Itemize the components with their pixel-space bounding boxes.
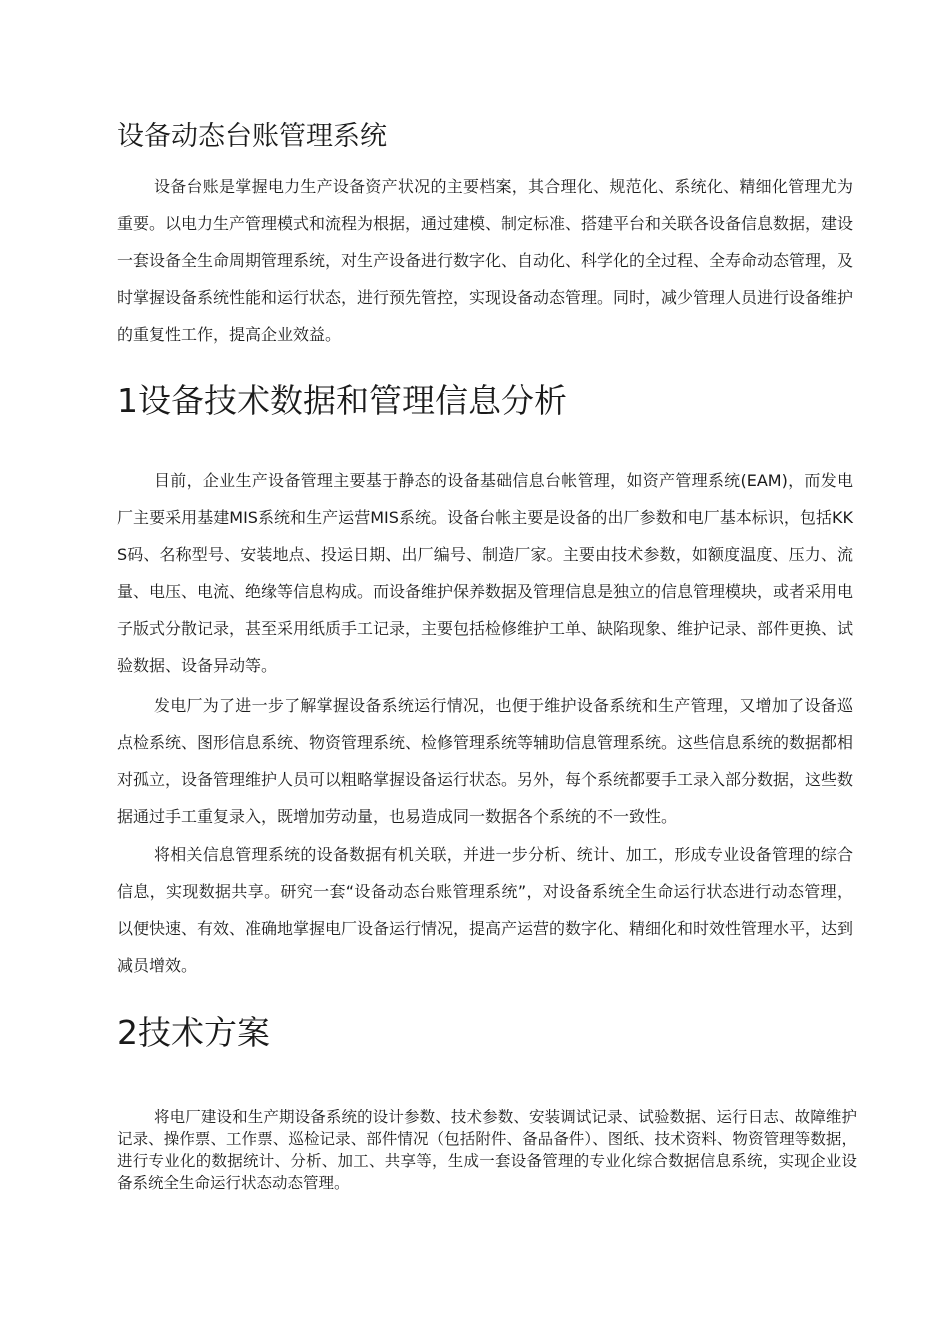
- section-2-heading: 2技术方案: [117, 1013, 270, 1052]
- section-1-paragraph-1: 目前，企业生产设备管理主要基于静态的设备基础信息台帐管理，如资产管理系统(EAM)，而发电厂主要采用基建MIS系统和生产运营MIS系统。设备台帐主要是设备的出厂参数和电厂基本标识，包括KKS码、名称型号、安装地点、投运日期、出厂编号、制造厂家。主要由技术参数，如额度温度、压力、流量、电压、电流、绝缘等信息构成。而设备维护保养数据及管理信息是独立的信息管理模块，或者采用电子版式分散记录，甚至采用纸质手工记录，主要包括检修维护工单、缺陷现象、维护记录、部件更换、试验数据、设备异动等。: [117, 471, 854, 675]
- section-1-paragraph-3: 将相关信息管理系统的设备数据有机关联，并进一步分析、统计、加工，形成专业设备管理的综合信息，实现数据共享。研究一套“设备动态台账管理系统”，对设备系统全生命运行状态进行动态管理，以便快速、有效、准确地掌握电厂设备运行情况，提高产运营的数字化、精细化和时效性管理水平，达到减员增效。: [117, 845, 854, 975]
- section-1-heading: 1设备技术数据和管理信息分析: [117, 381, 567, 420]
- section-1-paragraph-2: 发电厂为了进一步了解掌握设备系统运行情况，也便于维护设备系统和生产管理，又增加了设备巡点检系统、图形信息系统、物资管理系统、检修管理系统等辅助信息管理系统。这些信息系统的数据都相对孤立，设备管理维护人员可以粗略掌握设备运行状态。另外，每个系统都要手工录入部分数据，这些数据通过手工重复录入，既增加劳动量，也易造成同一数据各个系统的不一致性。: [117, 696, 854, 826]
- intro-paragraph: 设备台账是掌握电力生产设备资产状况的主要档案，其合理化、规范化、系统化、精细化管理尤为重要。以电力生产管理模式和流程为根据，通过建模、制定标准、搭建平台和关联各设备信息数据，建设一套设备全生命周期管理系统，对生产设备进行数字化、自动化、科学化的全过程、全寿命动态管理，及时掌握设备系统性能和运行状态，进行预先管控，实现设备动态管理。同时，减少管理人员进行设备维护的重复性工作，提高企业效益。: [117, 177, 854, 344]
- document-title: 设备动态台账管理系统: [117, 121, 387, 152]
- section-2-paragraph-1: 将电厂建设和生产期设备系统的设计参数、技术参数、安装调试记录、试验数据、运行日志、故障维护记录、操作票、工作票、巡检记录、部件情况（包括附件、备品备件）、图纸、技术资料、物资管理等数据，进行专业化的数据统计、分析、加工、共享等，生成一套设备管理的专业化综合数据信息系统，实现企业设备系统全生命运行状态动态管理。: [117, 1108, 857, 1192]
